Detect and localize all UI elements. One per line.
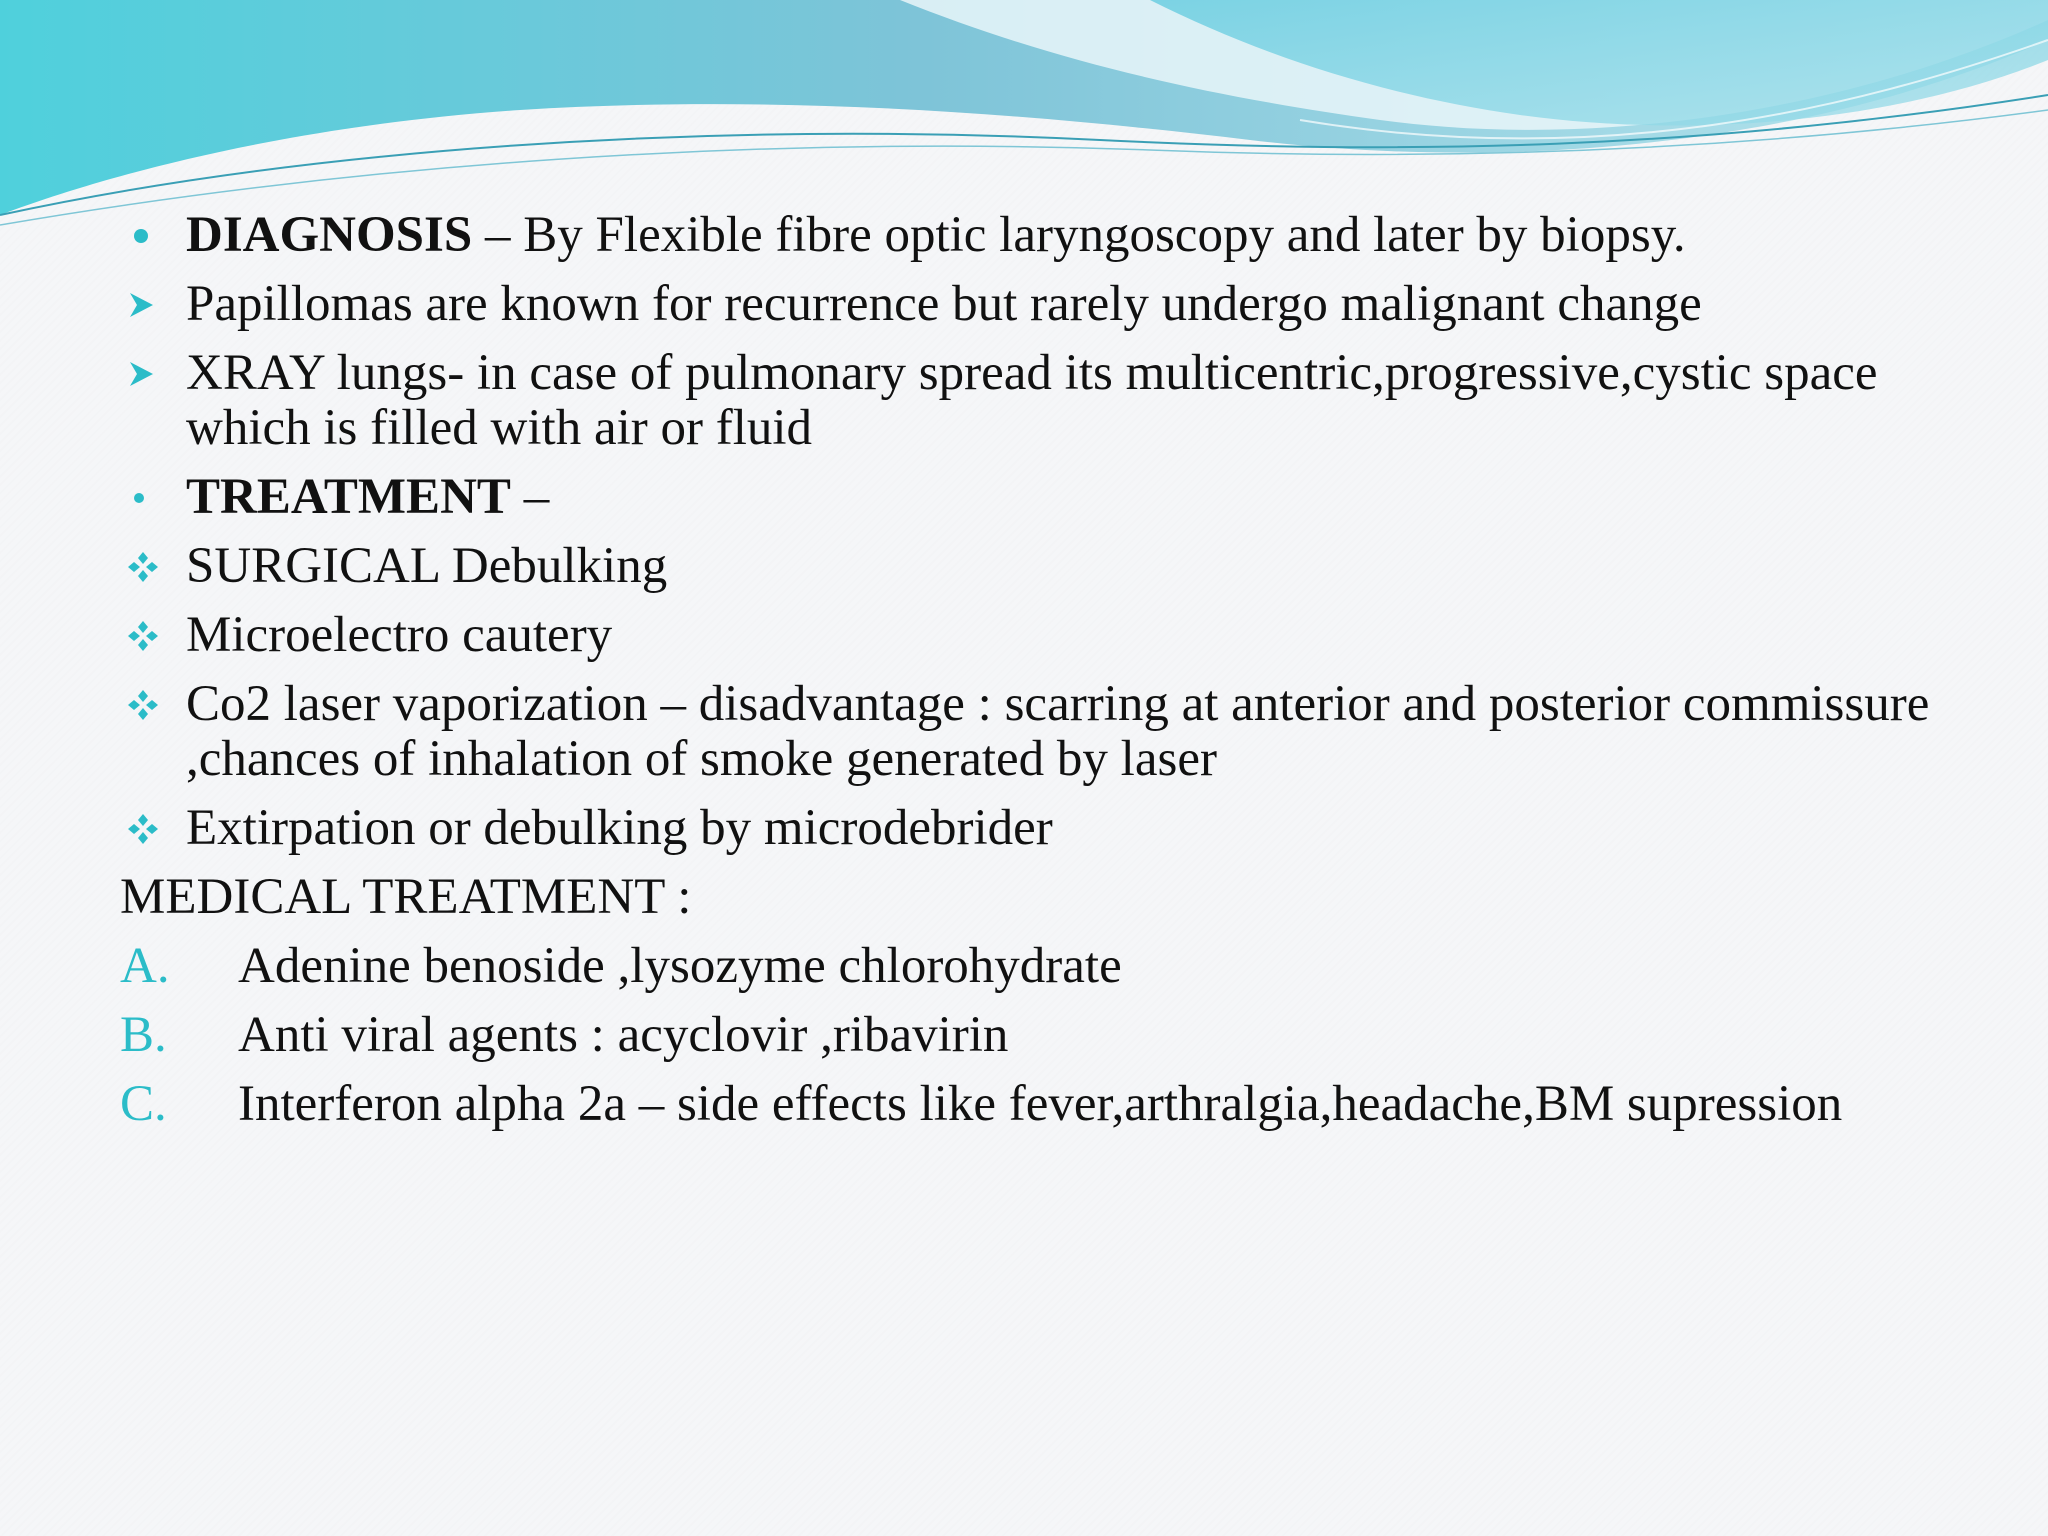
item-text: SURGICAL Debulking <box>186 538 668 594</box>
small-dot-icon <box>134 493 144 503</box>
slide-content <box>120 208 1980 1146</box>
item-text: XRAY lungs- in case of pulmonary spread its multicentric,progressive,cystic space which is filled with air or fluid <box>186 345 1878 456</box>
item-bold-label: TREATMENT <box>186 469 511 525</box>
item-text: Adenine benoside ,lysozyme chlorohydrate <box>238 938 1122 994</box>
medical-item-b <box>120 1008 1980 1063</box>
list-letter: C. <box>120 1076 167 1132</box>
item-bold-label: DIAGNOSIS <box>186 207 473 263</box>
arrow-icon <box>126 346 174 401</box>
bullet-item-co2-laser <box>120 677 1980 787</box>
bullet-item-papillomas <box>120 277 1980 332</box>
item-text: Microelectro cautery <box>186 607 613 663</box>
bullet-item-diagnosis <box>120 208 1980 263</box>
diamond-icon <box>126 677 174 732</box>
dot-icon <box>134 229 148 243</box>
header-wave-decoration <box>0 0 2048 240</box>
item-text: Anti viral agents : acyclovir ,ribavirin <box>238 1007 1009 1063</box>
item-text: – By Flexible fibre optic laryngoscopy and later by biopsy. <box>472 207 1686 263</box>
medical-item-c <box>120 1077 1980 1132</box>
diamond-icon <box>126 801 174 856</box>
item-text: – <box>510 469 550 525</box>
medical-treatment-heading: MEDICAL TREATMENT : <box>120 869 692 925</box>
bullet-item-extirpation <box>120 801 1980 856</box>
item-text: Interferon alpha 2a – side effects like fever,arthralgia,headache,BM supression <box>238 1076 1843 1132</box>
arrow-icon <box>126 277 174 332</box>
bullet-item-microelectro <box>120 608 1980 663</box>
bullet-item-xray <box>120 346 1980 456</box>
item-text: Extirpation or debulking by microdebrider <box>186 800 1053 856</box>
diamond-icon <box>126 539 174 594</box>
list-letter: A. <box>120 938 170 994</box>
item-text: Co2 laser vaporization – disadvantage : scarring at anterior and posterior commissure ,chances of inhalation of smoke generated by laser <box>186 676 1930 787</box>
medical-item-a <box>120 939 1980 994</box>
bullet-item-treatment <box>120 470 1980 525</box>
diamond-icon <box>126 608 174 663</box>
item-text: Papillomas are known for recurrence but rarely undergo malignant change <box>186 276 1702 332</box>
list-letter: B. <box>120 1007 167 1063</box>
bullet-item-surgical <box>120 539 1980 594</box>
